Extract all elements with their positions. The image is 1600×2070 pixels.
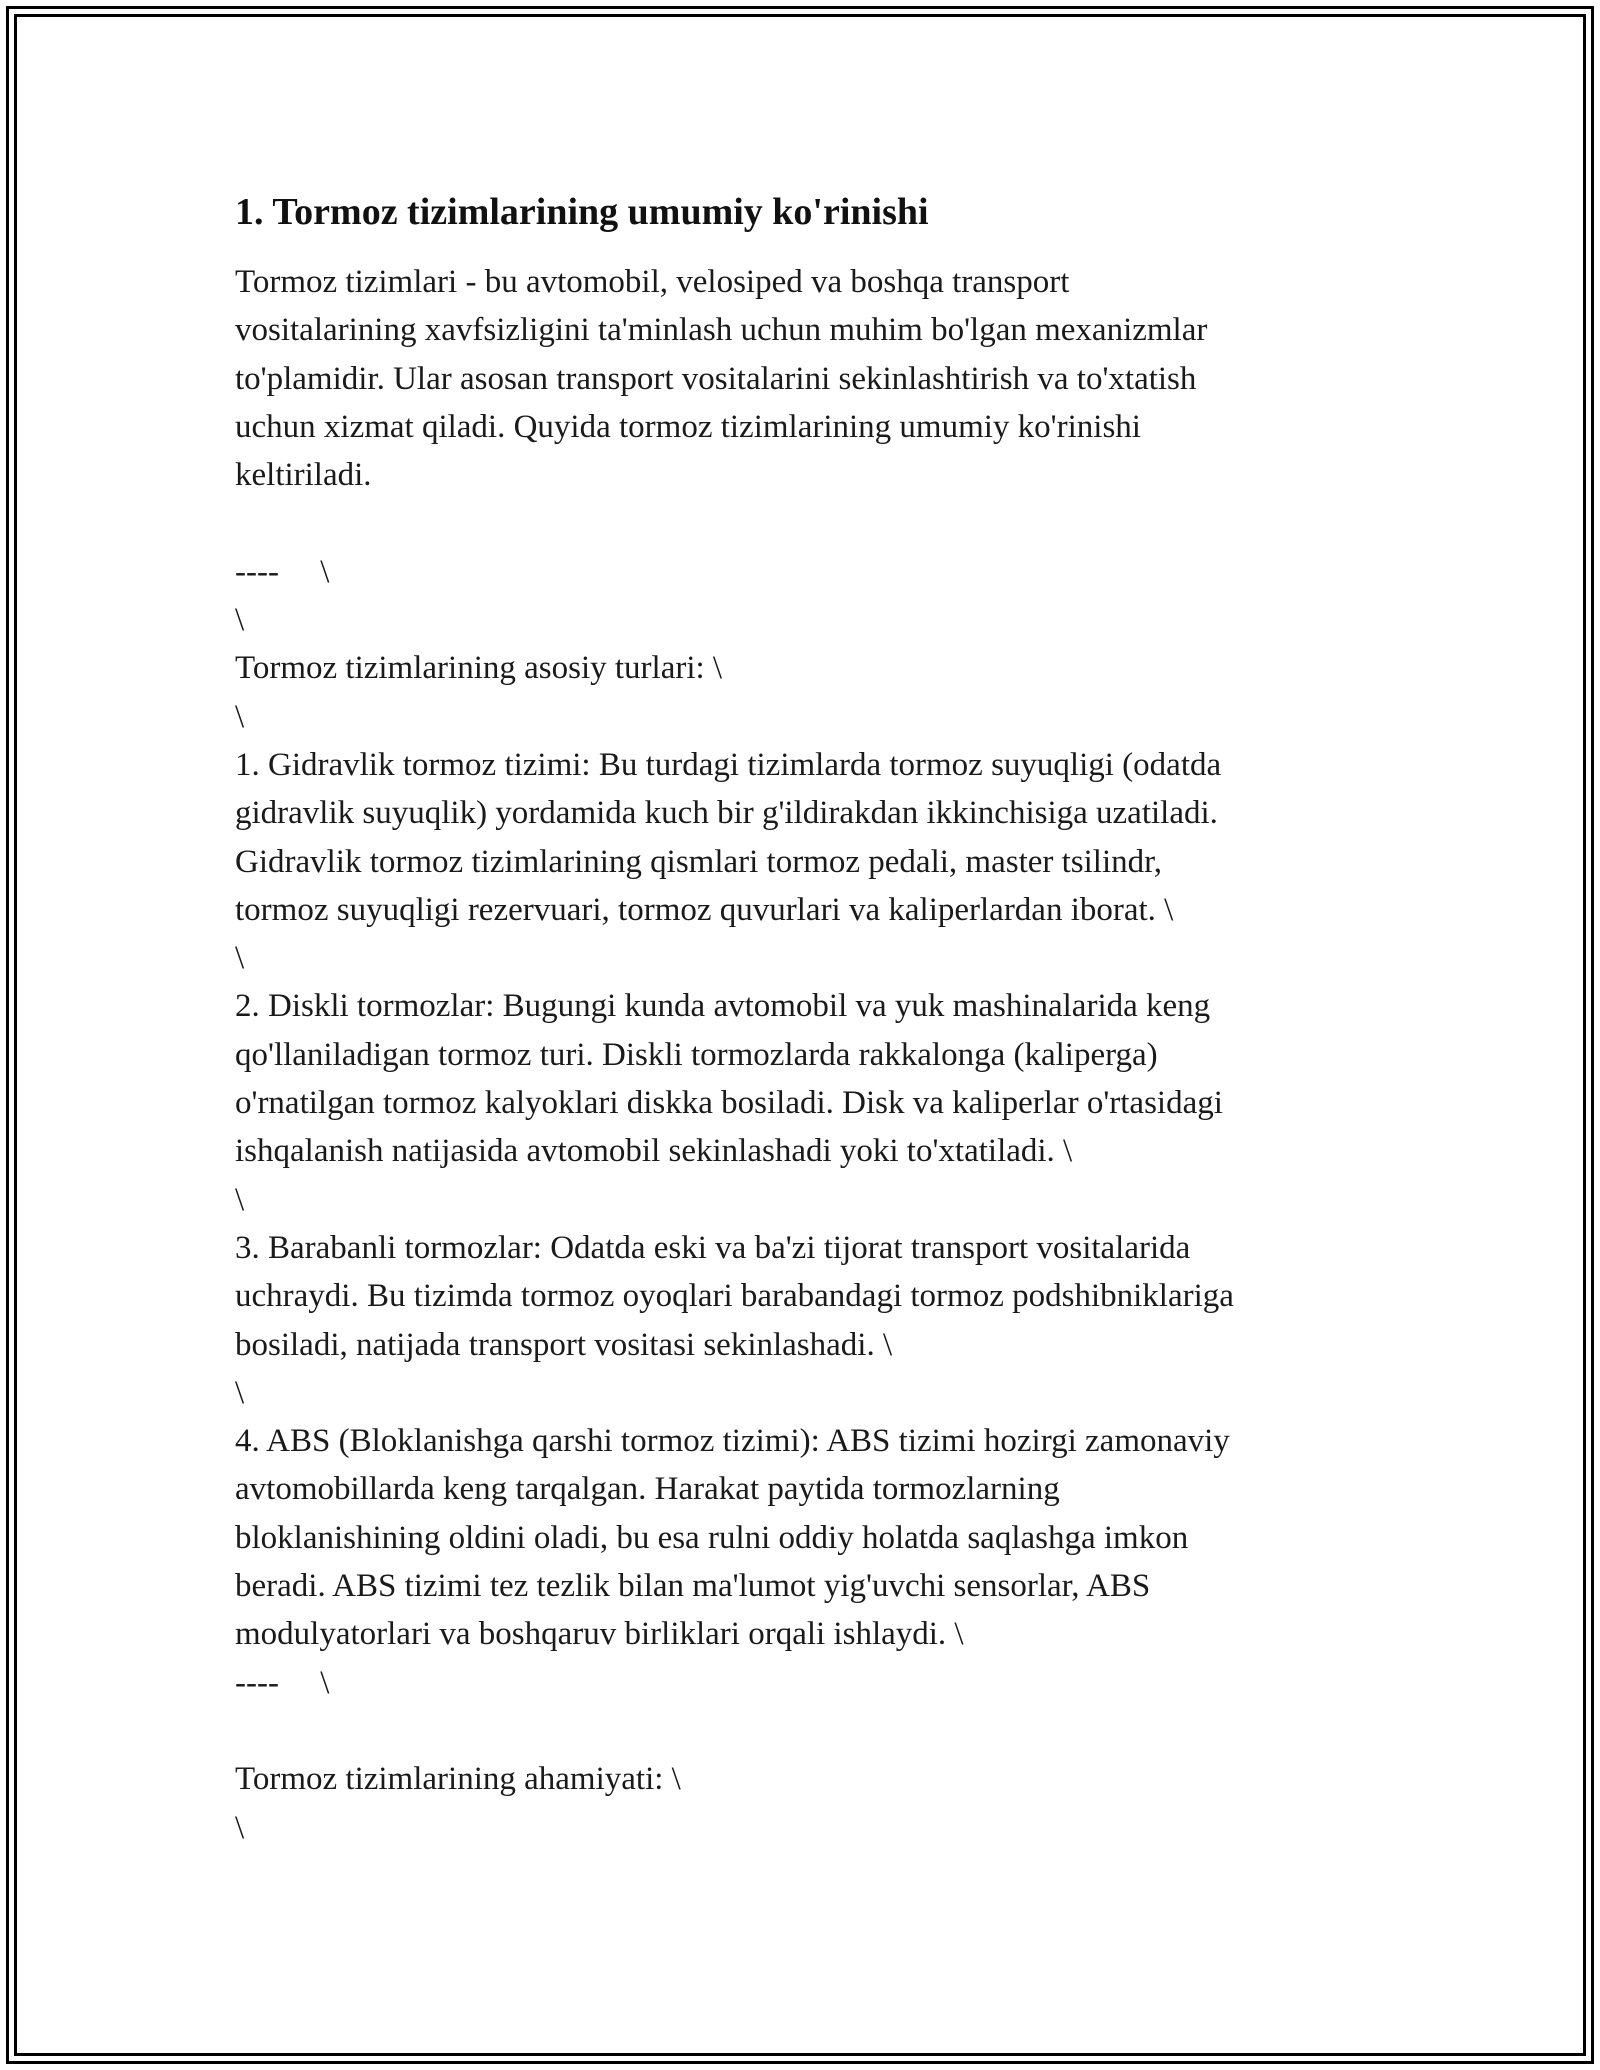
text-line: \ [235,1809,245,1846]
separator-line: ---- \ [235,1664,330,1701]
text-line: 1. Gidravlik tormoz tizimi: Bu turdagi tizimlarda tormoz suyuqligi (odatda [235,746,1222,783]
document-heading: 1. Tormoz tizimlarining umumiy ko'rinishi [235,191,929,233]
separator-line: ---- \ [235,553,330,590]
text-line: \ [235,602,245,639]
text-line: avtomobillarda keng tarqalgan. Harakat paytida tormozlarning [235,1471,1060,1508]
text-line: 3. Barabanli tormozlar: Odatda eski va ba'zi tijorat transport vositalarida [235,1229,1191,1266]
text-line: \ [235,1374,245,1411]
text-line: gidravlik suyuqlik) yordamida kuch bir g'ildirakdan ikkinchisiga uzatiladi. [235,795,1218,832]
text-line: ishqalanish natijasida avtomobil sekinlashadi yoki to'xtatiladi. \ [235,1133,1073,1170]
document-text [235,258,1365,1852]
section-title: Tormoz tizimlarining asosiy turlari: \ [235,650,723,687]
text-line: Tormoz tizimlari - bu avtomobil, velosiped va boshqa transport [235,264,1070,300]
document-body [235,188,1365,1852]
text-line: keltiriladi. [235,457,372,494]
text-line: tormoz suyuqligi rezervuari, tormoz quvurlari va kaliperlardan iborat. \ [235,891,1174,928]
text-line: qo'llaniladigan tormoz turi. Diskli tormozlarda rakkalonga (kaliperga) [235,1036,1158,1073]
text-line: \ [235,940,245,977]
text-line: bloklanishining oldini oladi, bu esa rulni oddiy holatda saqlashga imkon [235,1519,1189,1556]
text-line: uchraydi. Bu tizimda tormoz oyoqlari barabandagi tormoz podshibniklariga [235,1278,1234,1315]
text-line: uchun xizmat qiladi. Quyida tormoz tizimlarining umumiy ko'rinishi [235,408,1141,445]
text-line: \ [235,698,245,735]
text-line: Gidravlik tormoz tizimlarining qismlari tormoz pedali, master tsilindr, [235,843,1163,880]
section-title: Tormoz tizimlarining ahamiyati: \ [235,1761,681,1798]
text-line: to'plamidir. Ular asosan transport vositalarini sekinlashtirish va to'xtatish [235,360,1197,397]
text-line: 4. ABS (Bloklanishga qarshi tormoz tizimi): ABS tizimi hozirgi zamonaviy [235,1423,1230,1460]
text-line: \ [235,1181,245,1218]
text-line: beradi. ABS tizimi tez tezlik bilan ma'lumot yig'uvchi sensorlar, ABS [235,1568,1151,1605]
text-line: vositalarining xavfsizligini ta'minlash uchun muhim bo'lgan mexanizmlar [235,312,1208,349]
text-line: bosiladi, natijada transport vositasi sekinlashadi. \ [235,1326,893,1363]
text-line: o'rnatilgan tormoz kalyoklari diskka bosiladi. Disk va kaliperlar o'rtasidagi [235,1085,1223,1122]
text-line: modulyatorlari va boshqaruv birliklari orqali ishlaydi. \ [235,1616,964,1653]
blank-line [235,499,1365,547]
text-line: 2. Diskli tormozlar: Bugungi kunda avtomobil va yuk mashinalarida keng [235,988,1211,1025]
blank-line [235,1707,1365,1755]
